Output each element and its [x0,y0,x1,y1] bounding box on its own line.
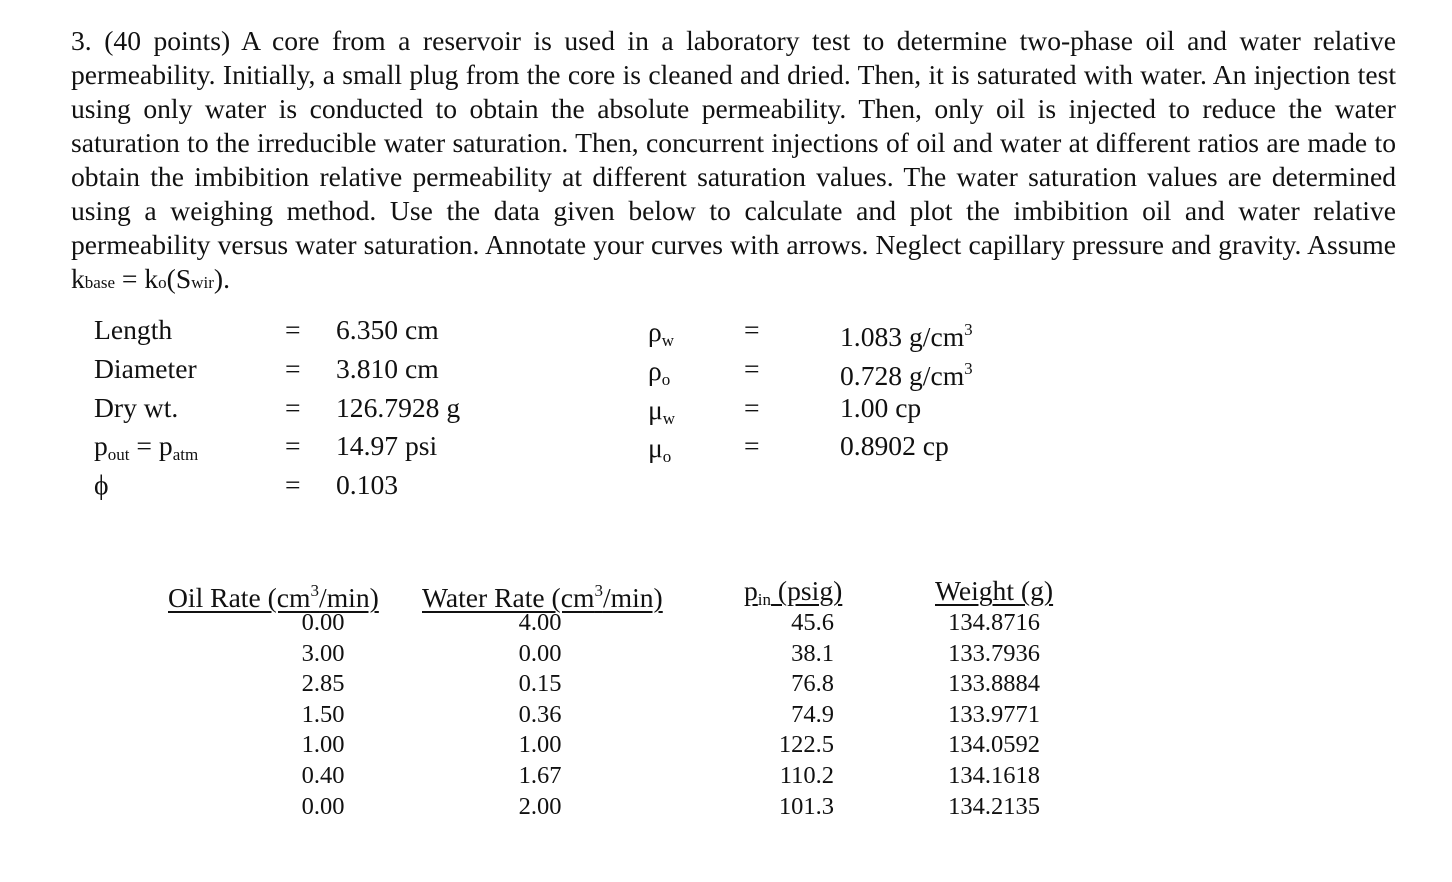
table-cell: 110.2 [779,761,834,789]
problem-points: (40 points) [104,25,231,56]
prop-eq-rho-o: = [744,353,760,384]
prop-eq-rho-w: = [744,314,760,345]
table-cell: 133.7936 [948,639,1040,667]
table-cell: 1.67 [518,761,562,789]
table-cell: 0.36 [518,700,562,728]
problem-statement [71,24,1396,300]
table-cell: 45.6 [791,609,834,636]
subscript-wir: wir [191,273,214,292]
table-cell: 122.5 [778,731,834,759]
prop-label-length: Length [94,314,173,345]
rho-w-symbol: ρ [648,316,662,347]
mu-w-symbol: μ [648,394,663,425]
table-cell: 101.3 [778,792,834,820]
column-weight [934,608,1054,822]
table-cell: 0.40 [301,761,345,789]
prop-sym-mu-o [648,433,671,472]
table-cell: 1.00 [518,731,562,759]
eq-mid: = k [115,263,159,294]
column-pin [724,608,834,822]
subscript-o: o [158,273,167,292]
prop-eq-pout: = [285,430,301,461]
prop-value-mu-w: 1.00 cp [840,392,922,423]
prop-value-mu-o: 0.8902 cp [840,430,949,461]
prop-value-pout: 14.97 psi [336,430,438,461]
table-cell: 38.1 [791,639,834,667]
header-pin-rest: (psig) [771,575,843,606]
prop-eq-mu-w: = [744,392,760,423]
prop-sym-mu-w [648,395,675,434]
rho-o-symbol: ρ [648,355,662,386]
rho-o-value: 0.728 g/cm [840,360,965,391]
header-water-rate-b: /min) [602,582,663,613]
table-cell: 0.00 [301,792,345,820]
table-cell: 134.8716 [948,609,1040,636]
mu-o-sub: o [662,447,672,466]
prop-eq-mu-o: = [744,430,760,461]
table-cell: 0.00 [518,639,562,667]
prop-label-dry-wt: Dry wt. [94,392,179,423]
prop-label-pout [94,431,198,470]
rho-o-sup: 3 [964,359,973,378]
column-water-rate [480,608,600,822]
table-cell: 4.00 [518,609,562,636]
header-oil-rate-sup: 3 [310,581,320,600]
table-cell: 134.2135 [948,792,1040,820]
prop-eq-porosity: = [285,469,301,500]
table-cell: 0.15 [518,670,562,698]
header-pin-sub: in [757,590,772,609]
rho-w-value: 1.083 g/cm [840,321,965,352]
table-cell: 1.50 [301,700,345,728]
header-oil-rate-b: /min) [319,582,379,613]
prop-value-rho-w [840,315,973,352]
prop-eq-dry-wt: = [285,392,301,423]
header-weight: Weight (g) [935,575,1054,606]
table-cell: 76.8 [791,670,834,698]
paren-open: (S [166,263,192,294]
mu-o-symbol: μ [648,432,663,463]
problem-text: A core from a reservoir is used in a laboratory test to determine two-phase oil and water relative permeability. Initially, a small plug from the core is cleaned and dried. Then, it is saturated with water. An injection test using only water is conducted to obtain the absolute permeability. Then, only oil is injected to reduce the water saturation to the irreducible water saturation. Then, concurrent injections of oil and water at different ratios are made to obtain the imbibition relative permeability at different saturation values. The water saturation values are determined using a weighing method. Use the data given below to calculate and plot the imbibition oil and water relative permeability versus water saturation. Annotate your curves with arrows. Neglect capillary pressure and gravity. Assume k [71,25,1396,294]
pout-sub: out [107,445,130,464]
table-cell: 3.00 [301,639,345,667]
mu-w-sub: w [662,409,676,428]
table-cell: 133.8884 [948,670,1040,698]
prop-label-diameter: Diameter [94,353,197,384]
table-cell: 2.00 [518,792,562,820]
header-oil-rate-a: Oil Rate (cm [168,582,311,613]
pout-eq: = p [129,430,173,461]
header-pin-p: p [744,575,758,606]
header-water-rate-a: Water Rate (cm [422,582,595,613]
prop-value-rho-o [840,354,973,391]
prop-value-dry-wt: 126.7928 g [336,392,461,423]
prop-value-porosity: 0.103 [336,469,399,500]
table-cell: 133.9771 [948,700,1040,728]
table-cell: 74.9 [791,700,834,728]
table-cell: 1.00 [301,731,345,759]
prop-eq-length: = [285,314,301,345]
header-water-rate-sup: 3 [594,581,603,600]
prop-value-diameter: 3.810 cm [336,353,439,384]
table-cell: 134.1618 [948,761,1040,789]
prop-label-porosity: ϕ [94,469,109,500]
rho-o-sub: o [661,370,671,389]
rho-w-sup: 3 [964,320,973,339]
column-oil-rate [263,608,383,822]
problem-number: 3. [71,25,92,56]
prop-value-length: 6.350 cm [336,314,439,345]
prop-sym-rho-o [648,356,670,395]
pout-p: p [94,430,108,461]
patm-sub: atm [172,445,199,464]
table-cell: 134.0592 [948,731,1040,759]
table-cell: 2.85 [301,670,345,698]
table-cell: 0.00 [301,609,345,636]
paren-close: ). [213,263,230,294]
subscript-base: base [84,273,116,292]
rho-w-sub: w [661,331,675,350]
prop-eq-diameter: = [285,353,301,384]
prop-sym-rho-w [648,317,674,356]
